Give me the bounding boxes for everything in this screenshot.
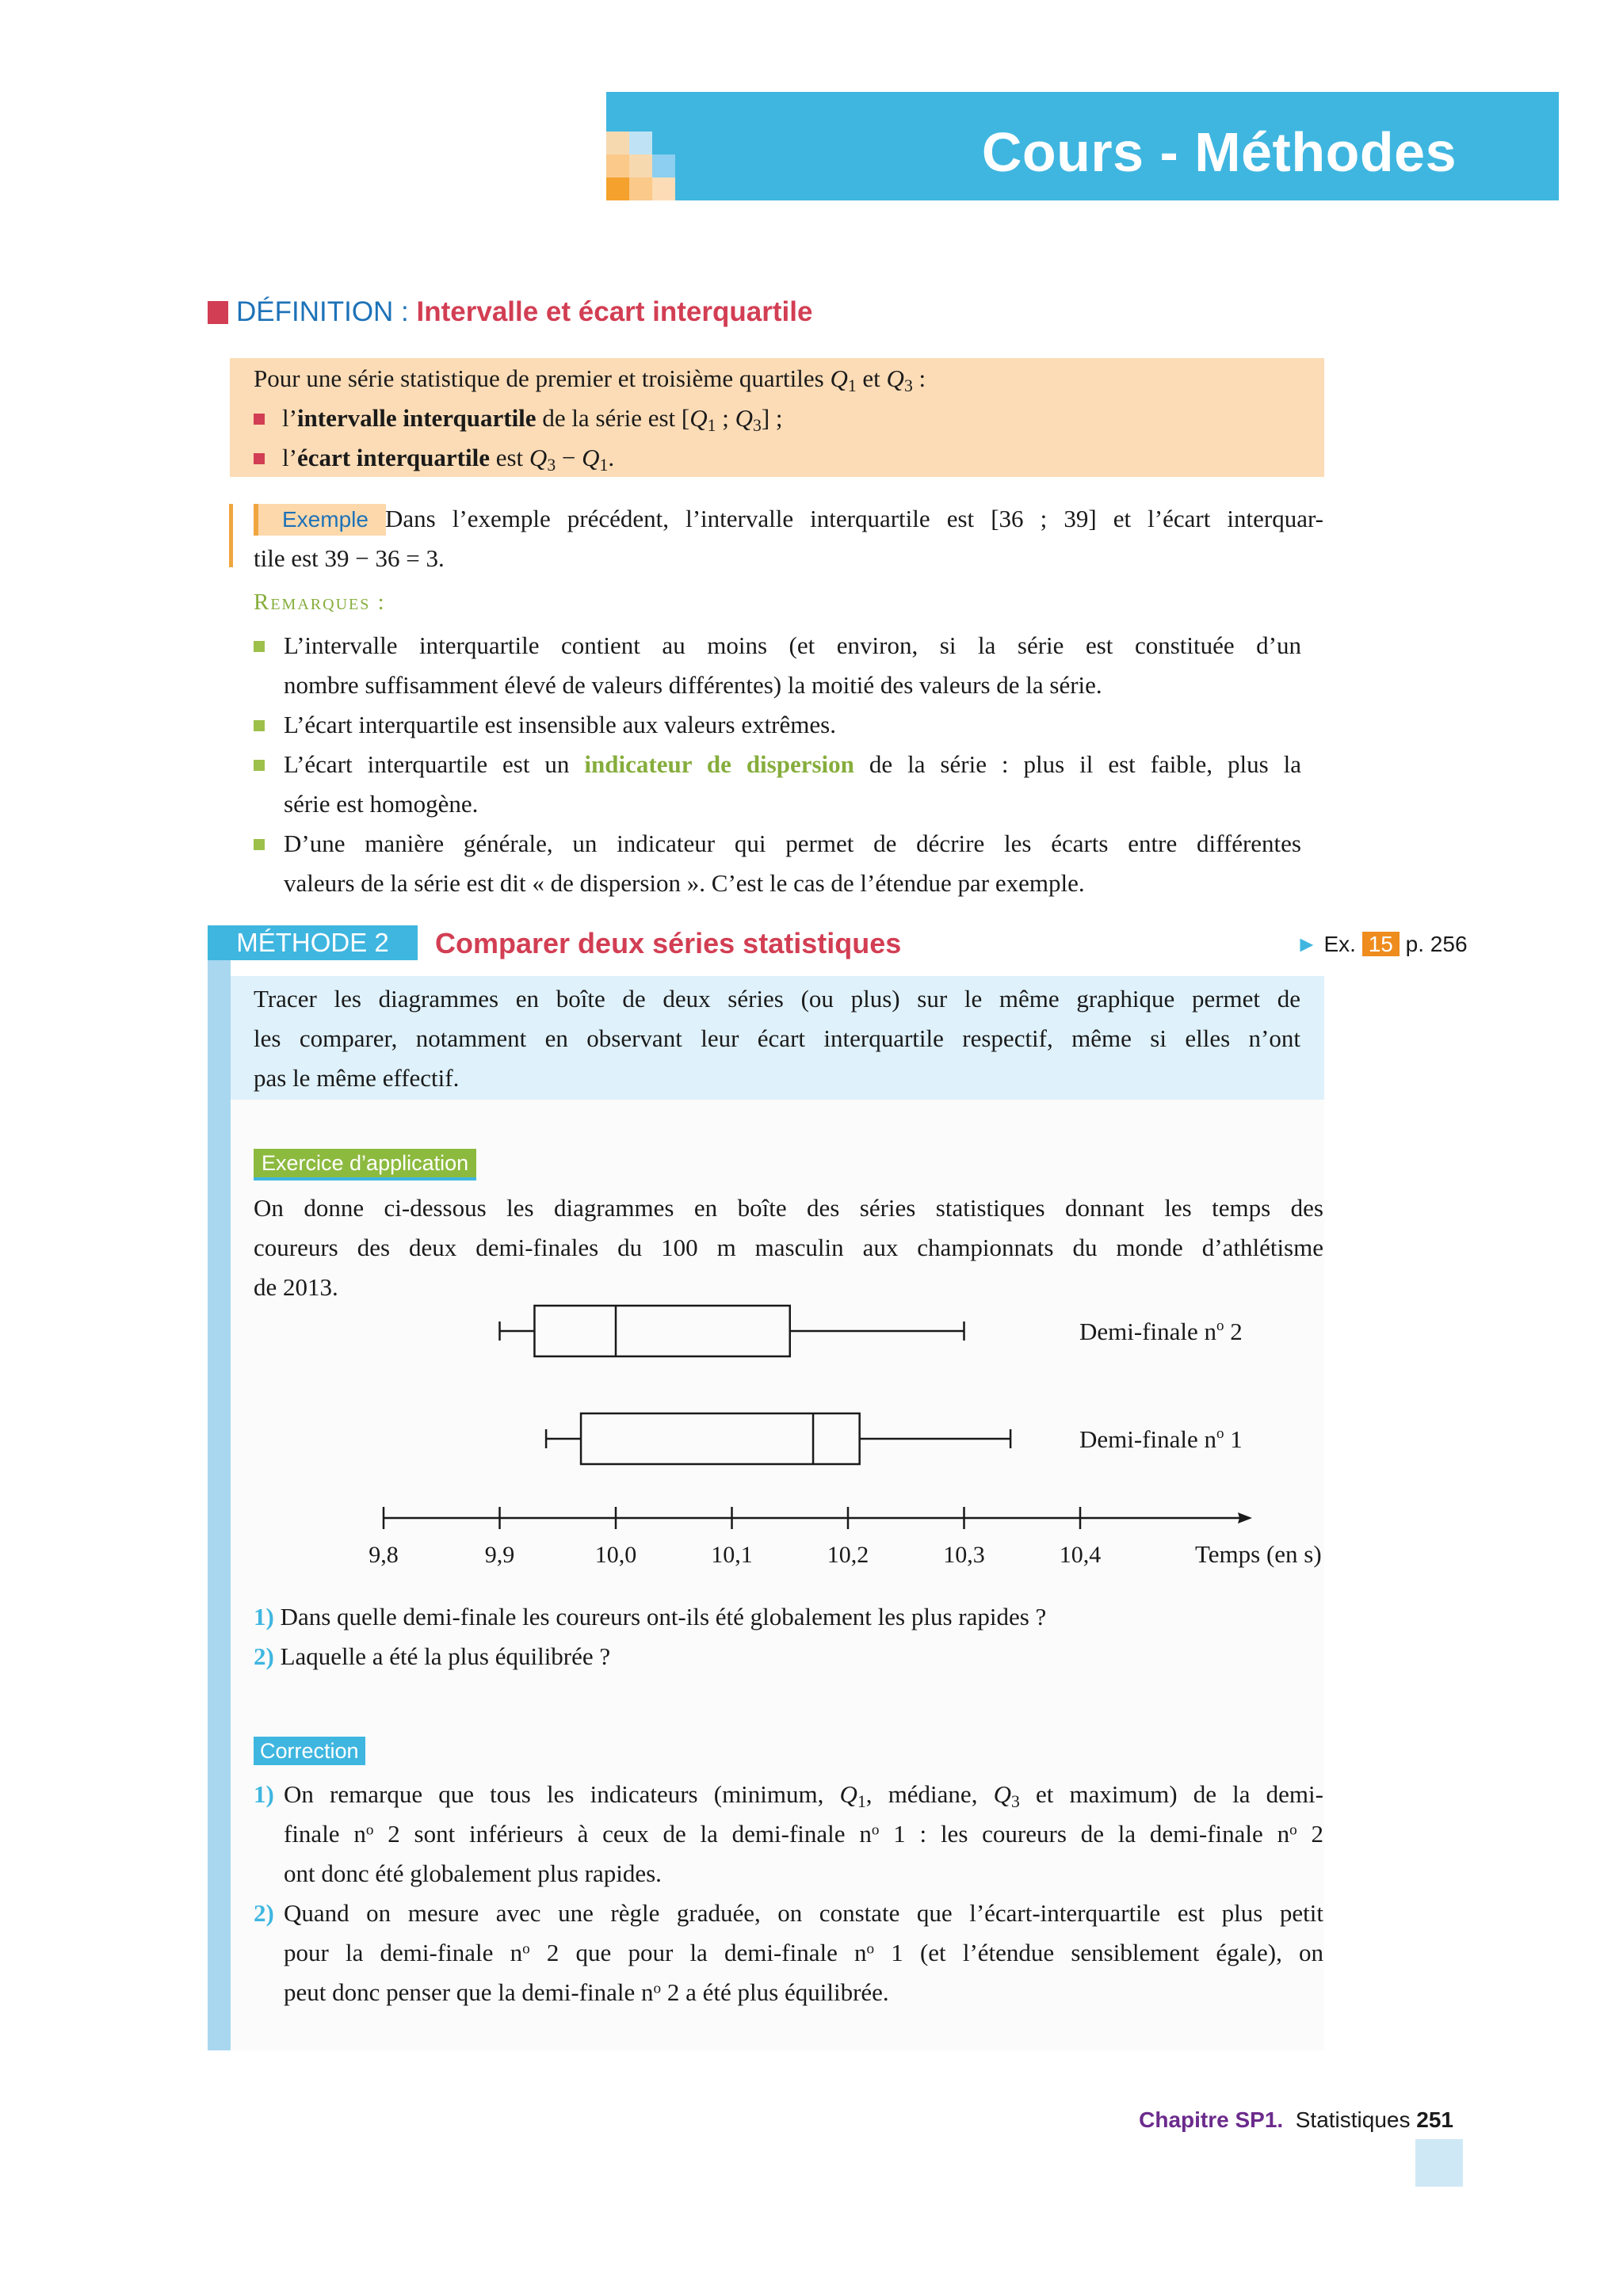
questions	[254, 1597, 1046, 1676]
dispersion-keyword: indicateur de dispersion	[584, 750, 854, 778]
example-bar	[229, 504, 233, 567]
definition-line-1: Pour une série statistique de premier et troisième quartiles $Q_1$ et $Q_3$ :	[254, 364, 926, 396]
remark-1: L’intervalle interquartile contient au moins (et environ, si la série est constituée d’un	[254, 626, 1301, 666]
definition-bullet-2: l’écart interquartile est $Q_3 - Q_1$.	[230, 438, 1324, 478]
question-2: 2) Laquelle a été la plus équilibrée ?	[254, 1642, 611, 1670]
remark-4-line-2: valeurs de la série est dit « de dispersion ». C’est le cas de l’étendue par exemple.	[284, 869, 1085, 897]
x-tick-label-7: 10,4	[1059, 1542, 1102, 1568]
definition-marker	[208, 301, 228, 324]
x-axis-label: Temps (en s)	[1195, 1540, 1322, 1568]
correction-2-line-2: pour la demi-finale $n^o$ 2 que pour la demi-finale $n^o$ 1 (et l’étendue sensiblement égale), on	[284, 1939, 1323, 1966]
exercise-tag: Exercice d’application	[254, 1149, 476, 1180]
series-1-label: Demi-finale $n^o$ 2	[1079, 1318, 1243, 1345]
method-box-line-3: pas le même effectif.	[254, 1064, 460, 1092]
definition-kind: DÉFINITION	[236, 296, 394, 327]
series-2-label: Demi-finale $n^o$ 1	[1079, 1425, 1243, 1453]
remark-4: D’une manière générale, un indicateur qui permet de décrire les écarts entre différentes	[254, 824, 1301, 864]
method-box	[231, 976, 1324, 1100]
exercise-number-badge: 15	[1362, 932, 1400, 956]
correction-1-line-3: ont donc été globalement plus rapides.	[284, 1859, 662, 1887]
remark-1-line-2: nombre suffisamment élevé de valeurs différentes) la moitié des valeurs de la série.	[284, 671, 1102, 699]
definition-heading	[236, 296, 812, 328]
x-axis-arrow	[1238, 1512, 1252, 1524]
footer-square	[1415, 2139, 1463, 2187]
x-tick-label-1: 9,8	[369, 1542, 399, 1568]
method-tag: MÉTHODE 2	[208, 925, 418, 960]
correction-body	[254, 1775, 1323, 2012]
exercise-statement: On donne ci-dessous les diagrammes en boîte des séries statistiques donnant les temps des coureurs des deux demi-finales du 100 m masculin aux championnats du monde d’athlétisme de 2013.	[254, 1194, 1323, 1301]
correction-1: 1) On remarque que tous les indicateurs (minimum, $Q_1$, médiane, $Q_3$ et maximum) de la demi-	[254, 1780, 1323, 1812]
boxplot-chart	[349, 1283, 1363, 1577]
series-1-box	[534, 1306, 789, 1356]
arrow-right-icon: ►	[1296, 932, 1318, 956]
page-title: Cours - Méthodes	[981, 121, 1457, 183]
x-tick-label-4: 10,1	[711, 1542, 753, 1568]
footer-chapter: Chapitre SP1.	[1139, 2107, 1284, 2132]
method-sidebar	[208, 925, 231, 2050]
definition-sep: :	[393, 296, 417, 327]
footer	[1139, 2107, 1453, 2133]
definition-title: Intervalle et écart interquartile	[416, 296, 813, 327]
footer-section: Statistiques	[1295, 2107, 1411, 2132]
remark-3: L’écart interquartile est un indicateur de dispersion de la série : plus il est faible, plus la	[254, 745, 1301, 784]
example-line-1: Dans l’exemple précédent, l’intervalle interquartile est [36 ; 39] et l’écart interquar-	[385, 505, 1323, 532]
correction-1-line-2: finale $n^o$ 2 sont inférieurs à ceux de la demi-finale $n^o$ 1 : les coureurs de la demi-finale $n^o$ 2	[284, 1820, 1323, 1848]
x-tick-label-2: 9,9	[484, 1542, 515, 1568]
remarks-list	[254, 626, 1301, 903]
correction-2: 2) Quand on mesure avec une règle graduée, on constate que l’écart-interquartile est plus petit	[254, 1899, 1323, 1927]
x-tick-label-3: 10,0	[594, 1542, 637, 1568]
x-tick-label-6: 10,3	[943, 1542, 985, 1568]
method-title: Comparer deux séries statistiques	[435, 927, 902, 959]
remarks-title: Remarques :	[254, 589, 386, 615]
method-box-line-1: Tracer les diagrammes en boîte de deux séries (ou plus) sur le même graphique permet de	[254, 985, 1300, 1013]
remark-2: L’écart interquartile est insensible aux valeurs extrêmes.	[254, 705, 1301, 745]
example-line-2: tile est 39 − 36 = 3.	[254, 544, 445, 572]
method-box-line-2: les comparer, notamment en observant leur écart interquartile respectif, même si elles n’ont	[254, 1024, 1300, 1052]
example-tag: Exemple	[254, 504, 386, 536]
exercise-reference[interactable]: ► Ex. 15 p. 256	[1296, 932, 1468, 956]
remark-3-line-2: série est homogène.	[284, 790, 479, 818]
x-tick-label-5: 10,2	[827, 1542, 869, 1568]
definition-box	[230, 358, 1324, 477]
header-mosaic	[606, 132, 678, 203]
page-number: 251	[1416, 2107, 1453, 2132]
definition-bullet-1: l’intervalle interquartile de la série est [$Q_1$ ; $Q_3$] ;	[230, 399, 1324, 438]
question-1: 1) Dans quelle demi-finale les coureurs ont-ils été globalement les plus rapides ?	[254, 1603, 1047, 1630]
series-2-box	[581, 1413, 860, 1464]
correction-tag: Correction	[254, 1737, 365, 1765]
correction-2-line-3: peut donc penser que la demi-finale $n^o$ 2 a été plus équilibrée.	[284, 1978, 889, 2006]
